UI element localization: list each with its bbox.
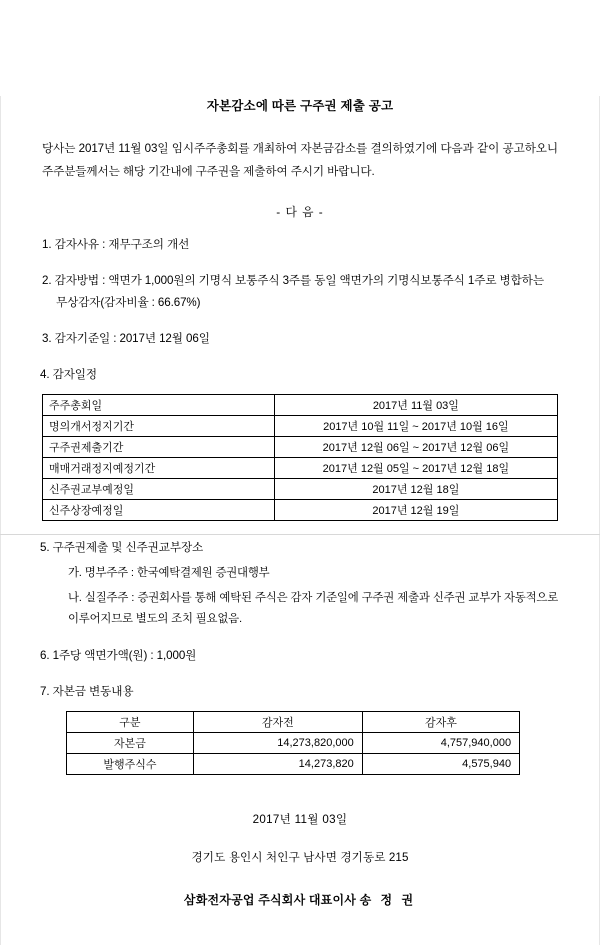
table-row [43, 395, 558, 416]
table-row [43, 416, 558, 437]
schedule-value-0: 2017년 11월 03일 [274, 395, 557, 416]
signer-name: 송 정 권 [359, 892, 417, 907]
item-7-number: 7. [40, 684, 50, 698]
capital-before-0: 14,273,820,000 [193, 732, 362, 753]
schedule-label-0: 주주총회일 [43, 395, 275, 416]
item-1 [42, 234, 558, 256]
schedule-value-5: 2017년 12월 19일 [274, 500, 557, 521]
footer-signer [42, 891, 558, 908]
document-page [0, 96, 600, 945]
footer-date: 2017년 11월 03일 [252, 812, 348, 826]
subitem-a [42, 563, 558, 584]
item-6-number: 6. [40, 648, 50, 662]
schedule-label-5: 신주상장예정일 [43, 500, 275, 521]
item-1-text: 감자사유 : 재무구조의 개선 [54, 238, 190, 252]
intro-paragraph: 당사는 2017년 11월 03일 임시주주총회를 개최하여 자본금감소를 결의하였기에 다음과 같이 공고하오니 주주분들께서는 해당 기간내에 구주권을 제출하여 주시기 바랍니다. [42, 142, 558, 178]
capital-before-1: 14,273,820 [193, 753, 362, 774]
schedule-table [42, 394, 558, 521]
schedule-label-4: 신주권교부예정일 [43, 479, 275, 500]
item-3-text: 감자기준일 : 2017년 12월 06일 [54, 332, 210, 346]
table-header-row [67, 711, 520, 732]
item-2 [42, 270, 558, 314]
schedule-label-2: 구주권제출기간 [43, 437, 275, 458]
table-row [43, 458, 558, 479]
schedule-value-3: 2017년 12월 05일 ~ 2017년 12월 18일 [274, 458, 557, 479]
capital-change-table [66, 711, 520, 775]
table-row [43, 479, 558, 500]
company-name: 삼화전자공업 주식회사 대표이사 [183, 892, 357, 907]
item-4 [42, 364, 558, 386]
item-5-text: 구주권제출 및 신주권교부장소 [52, 541, 204, 555]
item-2-text: 감자방법 : 액면가 1,000원의 기명식 보통주식 3주를 동일 액면가의 기명식보통주식 1주로 병합하는 무상감자(감자비율 : 66.67%) [54, 274, 544, 310]
subitem-a-label: 가. 명부주주 : [68, 567, 134, 580]
subitem-b [42, 588, 558, 630]
schedule-value-4: 2017년 12월 18일 [274, 479, 557, 500]
item-4-text: 감자일정 [52, 368, 98, 382]
item-7 [42, 681, 558, 703]
capital-after-1: 4,575,940 [362, 753, 519, 774]
page-title: 자본감소에 따른 구주권 제출 공고 [206, 99, 394, 113]
subitem-b-label: 나. 실질주주 : [68, 592, 135, 605]
footer-address: 경기도 용인시 처인구 남사면 경기동로 215 [191, 850, 409, 864]
item-6 [42, 645, 558, 667]
capital-label-1: 발행주식수 [67, 753, 194, 774]
capital-header-0: 구분 [67, 711, 194, 732]
capital-label-0: 자본금 [67, 732, 194, 753]
capital-header-1: 감자전 [193, 711, 362, 732]
table-row [43, 437, 558, 458]
page-edge-left [0, 96, 1, 945]
item-6-text: 1주당 액면가액(원) : 1,000원 [52, 648, 197, 662]
item-2-number: 2. [42, 274, 52, 288]
item-5 [42, 537, 558, 559]
table-row [67, 753, 520, 774]
item-4-number: 4. [40, 368, 50, 382]
schedule-value-2: 2017년 12월 06일 ~ 2017년 12월 06일 [274, 437, 557, 458]
subitem-b-text: 증권회사를 통해 예탁된 주식은 감자 기준일에 구주권 제출과 신주권 교부가 자동적으로 이루어지므로 별도의 조치 필요없음. [68, 592, 558, 626]
schedule-label-1: 명의개서정지기간 [43, 416, 275, 437]
capital-header-2: 감자후 [362, 711, 519, 732]
daeum-heading: - 다 음 - [276, 205, 324, 220]
schedule-value-1: 2017년 10월 11일 ~ 2017년 10월 16일 [274, 416, 557, 437]
subitem-a-text: 한국예탁결제원 증권대행부 [136, 567, 270, 580]
table-row [67, 732, 520, 753]
item-3 [42, 328, 558, 350]
schedule-label-3: 매매거래정지예정기간 [43, 458, 275, 479]
item-3-number: 3. [42, 332, 52, 346]
scan-artifact-line [0, 534, 600, 535]
item-5-number: 5. [40, 541, 50, 555]
capital-after-0: 4,757,940,000 [362, 732, 519, 753]
item-1-number: 1. [42, 238, 52, 252]
item-7-text: 자본금 변동내용 [52, 684, 134, 698]
table-row [43, 500, 558, 521]
